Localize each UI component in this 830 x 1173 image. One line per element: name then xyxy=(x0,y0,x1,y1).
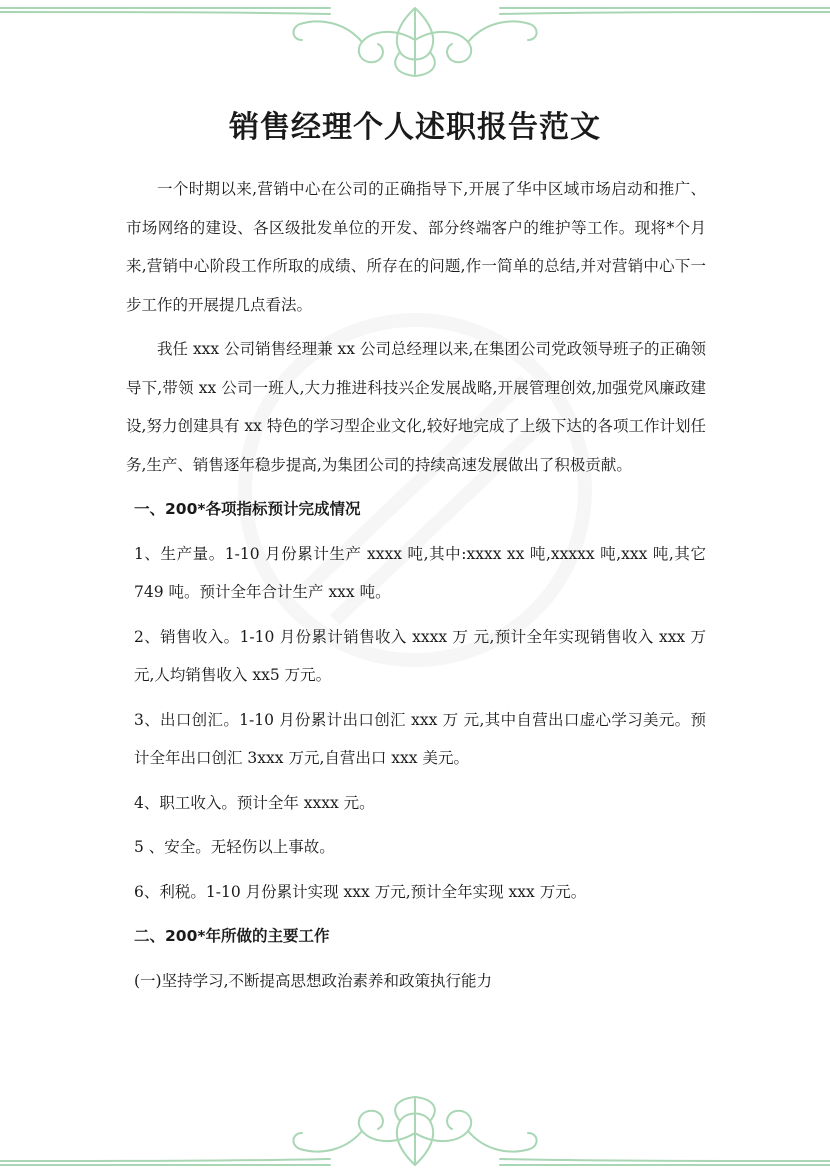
bottom-border-ornament xyxy=(0,1093,830,1173)
section-heading-2: 二、200*年所做的主要工作 xyxy=(134,927,330,945)
subsection-heading: (一)坚持学习,不断提高思想政治素养和政策执行能力 xyxy=(134,971,493,990)
document-body xyxy=(126,170,706,1006)
list-item: 6、利税。1-10 月份累计实现 xxx 万元,预计全年实现 xxx 万元。 xyxy=(134,882,587,901)
document-title: 销售经理个人述职报告范文 xyxy=(229,110,601,145)
top-border-ornament xyxy=(0,0,830,80)
list-item: 3、出口创汇。1-10 月份累计出口创汇 xxx 万 元,其中自营出口虚心学习美元。预计全年出口创汇 3xxx 万元,自营出口 xxx 美元。 xyxy=(134,710,706,767)
intro-paragraph: 一个时期以来,营销中心在公司的正确指导下,开展了华中区域市场启动和推广、市场网络的建设、各区级批发单位的开发、部分终端客户的维护等工作。现将*个月来,营销中心阶段工作所取的成绩、所存在的问题,作一简单的总结,并对营销中心下一步工作的开展提几点看法。 xyxy=(126,180,706,314)
list-item: 1、生产量。1-10 月份累计生产 xxxx 吨,其中:xxxx xx 吨,xxxxx 吨,xxx 吨,其它 749 吨。预计全年合计生产 xxx 吨。 xyxy=(134,544,706,601)
list-item: 4、职工收入。预计全年 xxxx 元。 xyxy=(134,793,375,812)
role-paragraph: 我任 xxx 公司销售经理兼 xx 公司总经理以来,在集团公司党政领导班子的正确领导下,带领 xx 公司一班人,大力推进科技兴企发展战略,开展管理创效,加强党风廉政建设,努力创建具有 xx 特色的学习型企业文化,较好地完成了上级下达的各项工作计划任务,生产、销售逐年稳步提高,为集团公司的持续高速发展做出了积极贡献。 xyxy=(126,340,706,474)
section-heading-1: 一、200*各项指标预计完成情况 xyxy=(134,500,361,518)
list-item: 5 、安全。无轻伤以上事故。 xyxy=(134,838,335,856)
list-item: 2、销售收入。1-10 月份累计销售收入 xxxx 万 元,预计全年实现销售收入 xxx 万元,人均销售收入 xx5 万元。 xyxy=(134,627,706,684)
